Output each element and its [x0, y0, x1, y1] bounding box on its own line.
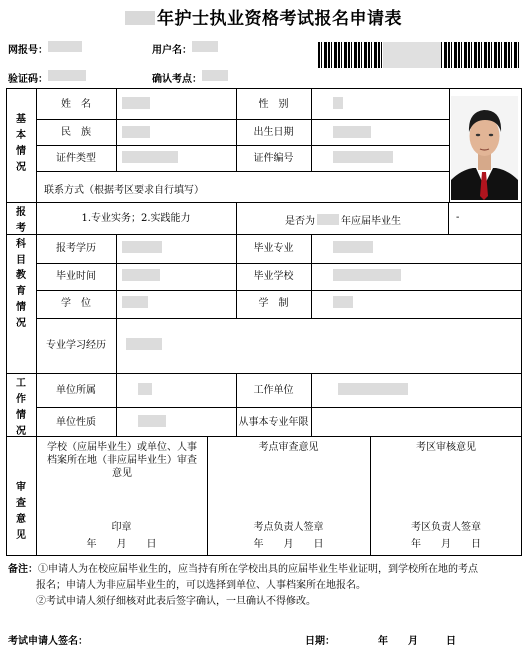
username-value: [192, 41, 218, 52]
notes-line3: ②考试申请人须仔细核对此表后签字确认，一旦确认不得修改。: [36, 596, 316, 607]
name-value: [122, 97, 150, 109]
footer-month: 月: [408, 636, 418, 647]
section-subject: 报考科目: [16, 207, 26, 266]
history-value: [126, 338, 162, 350]
captcha-value: [48, 70, 86, 81]
applicant-photo: [451, 96, 518, 200]
footer-year: 年: [378, 636, 388, 647]
notes-block: [8, 562, 523, 610]
review-col2-title: 考点审查意见: [258, 442, 319, 453]
date-label: 日期：: [305, 636, 335, 647]
review-col3-title: 考区审核意见: [416, 442, 476, 453]
section-basic: 基本情况: [16, 114, 26, 173]
barcode: [318, 42, 519, 68]
id-type-label: 证件类型: [56, 153, 96, 164]
notes-line2: 报名；申请人为非应届毕业生的，可以选择到单位、人事档案所在地报名。: [36, 580, 366, 591]
birth-label: 出生日期: [253, 127, 294, 138]
graduate-value: -: [456, 212, 460, 223]
page-title: [0, 4, 527, 29]
id-type-value: [122, 151, 178, 163]
grad-time-label: 毕业时间: [56, 271, 96, 282]
level-value: [122, 241, 162, 253]
subjects-text: 1.专业实务；2.实践能力: [81, 213, 191, 224]
notes-line1: ①申请人为在校应届毕业生的，应当持有所在学校出具的应届毕业生毕业证明，到学校所在地的考点: [38, 564, 478, 575]
review-col1-sign: 印章: [111, 522, 132, 533]
unit-type-value: [138, 415, 166, 427]
unit-value: [138, 383, 152, 395]
section-review: 审查意见: [16, 482, 26, 541]
school-label: 毕业学校: [253, 271, 294, 282]
length-value: [333, 296, 353, 308]
unit-type-label: 单位性质: [56, 417, 96, 428]
degree-value: [122, 296, 148, 308]
id-no-value: [333, 151, 393, 163]
workplace-value: [338, 383, 408, 395]
gender-value: [333, 97, 343, 109]
review-col1-date: 年 月 日: [86, 539, 157, 550]
exam-site-value: [202, 70, 228, 81]
birth-value: [333, 126, 371, 138]
ethnicity-label: 民 族: [61, 127, 91, 138]
applicant-sign-label: 考试申请人签名：: [8, 636, 88, 647]
length-label: 学 制: [258, 298, 289, 309]
degree-label: 学 位: [61, 298, 91, 309]
name-label: 姓 名: [61, 99, 91, 110]
school-value: [333, 269, 401, 281]
major-value: [333, 241, 373, 253]
review-col2-date: 年 月 日: [253, 539, 324, 550]
net-id-label: 网报号：: [8, 45, 48, 56]
gender-label: 性 别: [258, 99, 289, 110]
major-label: 毕业专业: [253, 243, 294, 254]
exam-site-label: 确认考点：: [152, 74, 202, 85]
years-label: 从事本专业年限: [238, 417, 309, 428]
unit-label: 单位所属: [56, 385, 96, 396]
section-work: 工作情况: [16, 378, 26, 437]
notes-label: 备注：: [8, 564, 38, 575]
review-col2-sign: 考点负责人签章: [253, 522, 324, 533]
level-label: 报考学历: [56, 243, 96, 254]
id-no-label: 证件编号: [253, 153, 294, 164]
review-col3-date: 年 月 日: [411, 539, 481, 550]
ethnicity-value: [122, 126, 150, 138]
graduate-question: 是否为 年应届毕业生: [285, 216, 401, 227]
contact-label: 联系方式（根据考区要求自行填写）: [44, 185, 204, 196]
captcha-label: 验证码：: [8, 74, 48, 85]
workplace-label: 工作单位: [253, 385, 294, 396]
grad-time-value: [122, 269, 160, 281]
title-text: 年护士执业资格考试报名申请表: [157, 9, 402, 29]
footer-day: 日: [446, 636, 456, 647]
section-education: 教育情况: [16, 270, 26, 329]
review-col1-title: 学校（应届毕业生）或单位、人事档案所在地（非应届毕业生）审查意见: [47, 442, 197, 479]
username-label: 用户名：: [152, 45, 192, 56]
net-id-value: [48, 41, 82, 52]
redacted-year: [125, 11, 155, 25]
history-label: 专业学习经历: [46, 340, 106, 351]
review-col3-sign: 考区负责人签章: [411, 522, 481, 533]
